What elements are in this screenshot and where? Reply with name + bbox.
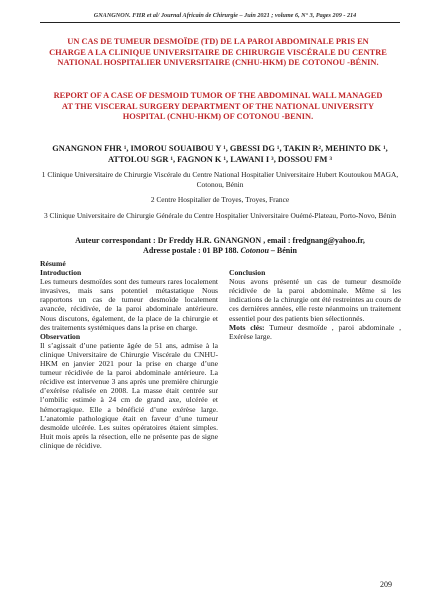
page-number: 209	[380, 580, 392, 589]
observation-text: Il s’agissait d’une patiente âgée de 51 ans, admise à la clinique Universitaire de Chirurgie Viscérale du CNHU-HKM en janvier 2021 pour la prise en charge d’une tumeur récidivée de la paroi abdominale antérieure. La récidive est intervenue 3 ans après une première chirurgie d’exérèse réalisée en 2008. La masse était centrée sur l’ombilic estimée à 24 cm de grand axe, ulcérée et hémorragique. Elle a bénéficié d’une exérèse large. L’anatomie pathologique était en faveur d’une tumeur desmoïde ulcérée. Les suites opératoires étaient simples. Huit mois après la résection, elle ne présente pas de signe clinique de récidive.	[40, 340, 218, 450]
postal-address-prefix: Adresse postale : 01 BP 188.	[143, 246, 241, 255]
running-header: GNANGNON. FHR et al/ Journal Africain de Chirurgie – Juin 2021 ; volume 6, N° 3, Pages 209 - 214	[93, 12, 357, 19]
keywords	[229, 323, 401, 341]
conclusion-heading: Conclusion	[229, 268, 266, 278]
correspondence-line-1: Auteur correspondant : Dr Freddy H.R. GNANGNON , email : fredgnang@yahoo.fr,	[75, 236, 365, 245]
affiliation-1: 1 Clinique Universitaire de Chirurgie Viscérale du Centre National Hospitalier Universitaire Hubert Koutoukou MAGA, Cotonou, Bénin	[41, 170, 399, 189]
affiliation-3: 3 Clinique Universitaire de Chirurgie Générale du Centre Hospitalier Universitaire Ouémé-Plateau, Porto-Novo, Bénin	[43, 211, 397, 220]
introduction-heading: Introduction	[40, 268, 82, 278]
title-english: REPORT OF A CASE OF DESMOID TUMOR OF THE ABDOMINAL WALL MANAGED AT THE VISCERAL SURGERY DEPARTMENT OF THE NATIONAL UNIVERSITY HOSPITAL (CNHU-HKM) OF COTONOU -BENIN.	[53, 91, 383, 122]
correspondence	[40, 236, 400, 256]
observation-heading: Observation	[40, 331, 81, 341]
resume-heading: Résumé	[40, 259, 66, 268]
keywords-text: Tumeur desmoïde , paroi abdominale , Exérèse large.	[229, 322, 401, 341]
affiliation-2: 2 Centre Hospitalier de Troyes, Troyes, France	[150, 195, 290, 204]
header-rule	[40, 22, 400, 23]
author-list: GNANGNON FHR ¹, IMOROU SOUAIBOU Y ¹, GBESSI DG ¹, TAKIN R², MEHINTO DK ¹, ATTOLOU SGR ¹, FAGNON K ¹, LAWANI I ³, DOSSOU FM ³	[52, 144, 388, 164]
left-column	[40, 259, 218, 450]
keywords-label: Mots clés:	[229, 322, 265, 332]
right-column	[229, 259, 401, 341]
introduction-text: Les tumeurs desmoïdes sont des tumeurs rares localement invasives, mais sans potentiel métastatique Nous rapportons un cas de tumeur desmoïde localement avancée, récidivée, de la paroi abdominale antérieure. Nous discutons, également, de la place de la chirurgie et des traitements systémiques dans la prise en charge.	[40, 277, 218, 332]
conclusion-text: Nous avons présenté un cas de tumeur desmoïde récidivée de la paroi abdominale. Même si les indications de la chirurgie ont été restreintes au cours de ces dernières années, elle reste néanmoins un traitement essentiel pour des patients bien sélectionnés.	[229, 277, 401, 323]
title-french: UN CAS DE TUMEUR DESMOÏDE (TD) DE LA PAROI ABDOMINALE PRIS EN CHARGE A LA CLINIQUE UNIVERSITAIRE DE CHIRURGIE VISCÉRALE DU CENTRE NATIONAL HOSPITALIER UNIVERSITAIRE (CNHU-HKM) DE COTONOU -BÉNIN.	[49, 37, 387, 68]
postal-address-suffix: – Bénin	[268, 246, 297, 255]
postal-address-city: Cotonou	[240, 246, 269, 255]
